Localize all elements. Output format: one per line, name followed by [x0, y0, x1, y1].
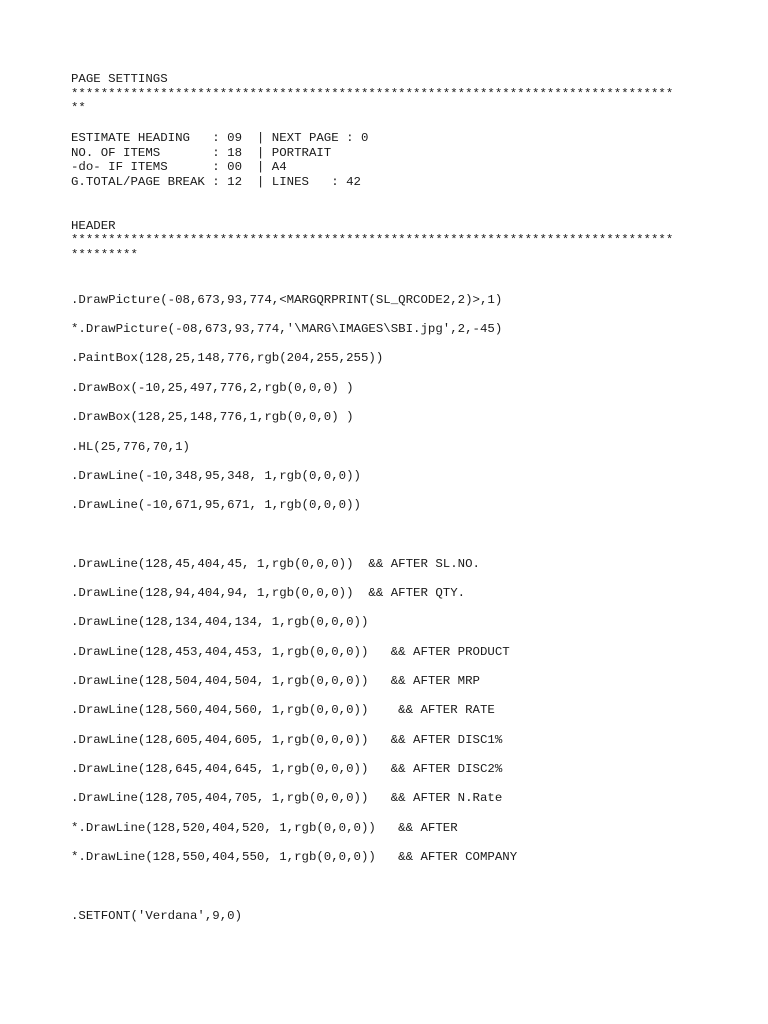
code-line: .DrawLine(128,705,404,705, 1,rgb(0,0,0)) && AFTER N.Rate: [71, 791, 503, 805]
code-line: .DrawLine(128,560,404,560, 1,rgb(0,0,0)) && AFTER RATE: [71, 703, 495, 717]
code-line: .DrawLine(128,45,404,45, 1,rgb(0,0,0)) && AFTER SL.NO.: [71, 557, 480, 571]
settings-row-do-if-items: -do- IF ITEMS : 00 | A4: [71, 160, 287, 174]
section-title-header: HEADER: [71, 219, 116, 233]
settings-row-estimate-heading: ESTIMATE HEADING : 09 | NEXT PAGE : 0: [71, 131, 369, 145]
code-line: .DrawLine(128,605,404,605, 1,rgb(0,0,0)) && AFTER DISC1%: [71, 733, 503, 747]
code-line: .DrawLine(-10,348,95,348, 1,rgb(0,0,0)): [71, 469, 361, 483]
separator-stars: **: [71, 101, 86, 115]
code-line: *.DrawLine(128,520,404,520, 1,rgb(0,0,0)) && AFTER: [71, 821, 458, 835]
code-line: .DrawLine(-10,671,95,671, 1,rgb(0,0,0)): [71, 498, 361, 512]
separator-stars: *********************************************************************************: [71, 233, 674, 247]
separator-stars: *********: [71, 248, 138, 262]
code-line: .DrawBox(128,25,148,776,1,rgb(0,0,0) ): [71, 410, 354, 424]
separator-stars: *********************************************************************************: [71, 87, 674, 101]
code-line: .SETFONT('Verdana',9,0): [71, 909, 243, 923]
code-line: *.DrawLine(128,550,404,550, 1,rgb(0,0,0)) && AFTER COMPANY: [71, 850, 518, 864]
code-line: .DrawLine(128,134,404,134, 1,rgb(0,0,0)): [71, 615, 369, 629]
settings-row-no-of-items: NO. OF ITEMS : 18 | PORTRAIT: [71, 146, 332, 160]
code-line: .HL(25,776,70,1): [71, 440, 190, 454]
code-line: .DrawLine(128,453,404,453, 1,rgb(0,0,0)) && AFTER PRODUCT: [71, 645, 510, 659]
code-line: .DrawPicture(-08,673,93,774,<MARGQRPRINT(SL_QRCODE2,2)>,1): [71, 293, 503, 307]
code-line: .PaintBox(128,25,148,776,rgb(204,255,255)): [71, 351, 384, 365]
code-line: .DrawLine(128,645,404,645, 1,rgb(0,0,0)) && AFTER DISC2%: [71, 762, 503, 776]
code-line: .DrawBox(-10,25,497,776,2,rgb(0,0,0) ): [71, 381, 354, 395]
settings-row-gtotal-page-break: G.TOTAL/PAGE BREAK : 12 | LINES : 42: [71, 175, 361, 189]
code-line: *.DrawPicture(-08,673,93,774,'\MARG\IMAGES\SBI.jpg',2,-45): [71, 322, 503, 336]
code-line: .DrawLine(128,504,404,504, 1,rgb(0,0,0)) && AFTER MRP: [71, 674, 480, 688]
section-title-page-settings: PAGE SETTINGS: [71, 72, 168, 86]
code-line: .DrawLine(128,94,404,94, 1,rgb(0,0,0)) && AFTER QTY.: [71, 586, 466, 600]
